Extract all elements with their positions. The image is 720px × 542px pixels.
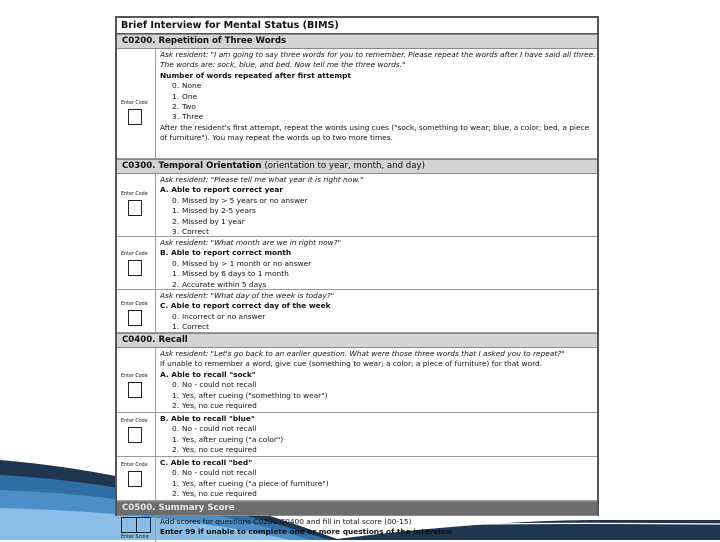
option: 3. Correct — [172, 227, 209, 236]
option: 2. Two — [172, 102, 196, 112]
c0300-b-question: B. Able to report correct month — [160, 248, 292, 258]
option: 1. Correct — [172, 322, 209, 332]
option: 2. Yes, no cue required — [172, 489, 257, 499]
c0400-b-code-box[interactable] — [128, 427, 142, 443]
c0300-a-code-column — [117, 174, 156, 236]
enter-code-label: Enter Code — [121, 252, 148, 257]
c0300-b-code-box[interactable] — [128, 260, 142, 276]
c0500-line-2: Enter 99 if unable to complete one or more questions of the interview — [160, 527, 453, 537]
c0300-a-code-box[interactable] — [128, 200, 142, 216]
c0200-ask-line-2: The words are: sock, blue, and bed. Now tell me the three words." — [160, 60, 406, 70]
c0400-b-question: B. Able to recall "blue" — [160, 414, 255, 423]
c0500-line-1: Add scores for questions C0200-C0400 and fill in total score (00-15) — [160, 517, 412, 526]
option: 0. No - could not recall — [172, 468, 257, 478]
c0200-content — [156, 49, 597, 158]
option: 0. Missed by > 1 month or no answer — [172, 258, 312, 268]
option: 1. Yes, after cueing ("something to wear") — [172, 390, 328, 400]
c0400-c-code-column — [117, 457, 156, 500]
enter-score-label: Enter Score — [121, 535, 149, 540]
c0400-b-row — [117, 413, 597, 457]
c0200-ask-line-1: Ask resident: "I am going to say three words for you to remember. Please repeat the words after I have said all three. — [160, 50, 596, 59]
c0400-a-row — [117, 348, 597, 413]
enter-code-label: Enter Code — [121, 302, 148, 307]
option: 1. One — [172, 91, 198, 101]
c0200-row — [117, 49, 597, 159]
c0300-b-code-column — [117, 237, 156, 289]
section-c0400-heading: C0400. Recall — [117, 333, 597, 348]
c0500-row — [117, 516, 597, 542]
enter-code-label: Enter Code — [121, 419, 148, 424]
c0400-c-content — [156, 457, 597, 500]
c0300-a-question: A. Able to report correct year — [160, 185, 284, 195]
option: 0. Incorrect or no answer — [172, 311, 266, 321]
c0300-c-ask: Ask resident: "What day of the week is today?" — [160, 291, 335, 300]
c0200-after-line-2: of furniture"). You may repeat the words up to two more times. — [160, 133, 393, 143]
option: 0. None — [172, 81, 202, 91]
c0300-a-ask: Ask resident: "Please tell me what year it is right now." — [160, 175, 364, 184]
section-c0500-heading: C0500. Summary Score — [117, 501, 597, 516]
c0300-a-content — [156, 174, 597, 236]
enter-code-label: Enter Code — [121, 463, 148, 468]
option: 2. Accurate within 5 days — [172, 279, 267, 289]
c0300-c-code-box[interactable] — [128, 310, 142, 326]
c0500-score-box[interactable] — [121, 517, 151, 533]
option: 1. Yes, after cueing ("a color") — [172, 434, 284, 444]
c0400-a-code-column — [117, 348, 156, 412]
c0300-b-content — [156, 237, 597, 289]
c0300-b-row — [117, 237, 597, 290]
bims-form — [115, 16, 599, 540]
c0400-ask-line-1: Ask resident: "Let's go back to an earlier question. What were those three words that I asked you to repeat?" — [160, 349, 565, 358]
c0200-question: Number of words repeated after first attempt — [160, 70, 351, 80]
c0500-score-column — [117, 516, 156, 542]
c0300-a-row — [117, 174, 597, 237]
enter-code-label: Enter Code — [121, 374, 148, 379]
c0400-c-row — [117, 457, 597, 501]
option: 1. Yes, after cueing ("a piece of furniture") — [172, 478, 329, 488]
c0300-c-row — [117, 290, 597, 333]
c0400-a-code-box[interactable] — [128, 382, 142, 398]
option: 2. Yes, no cue required — [172, 445, 257, 455]
c0400-a-question: A. Able to recall "sock" — [160, 369, 256, 379]
c0400-c-code-box[interactable] — [128, 471, 142, 487]
c0400-b-code-column — [117, 413, 156, 456]
c0400-a-content — [156, 348, 597, 412]
option: 1. Missed by 2-5 years — [172, 206, 256, 216]
option: 3. Three — [172, 112, 204, 122]
form-title: Brief Interview for Mental Status (BIMS) — [117, 18, 597, 34]
option: 1. Missed by 6 days to 1 month — [172, 269, 289, 279]
c0300-c-code-column — [117, 290, 156, 332]
c0500-content — [156, 516, 597, 542]
section-c0200-heading: C0200. Repetition of Three Words — [117, 34, 597, 49]
c0400-b-content — [156, 413, 597, 456]
c0200-code-box[interactable] — [128, 109, 142, 125]
option: 0. No - could not recall — [172, 424, 257, 434]
option: 2. Yes, no cue required — [172, 401, 257, 411]
c0300-b-ask: Ask resident: "What month are we in right now?" — [160, 238, 341, 247]
enter-code-label: Enter Code — [121, 192, 148, 197]
option: 2. Missed by 1 year — [172, 216, 245, 226]
c0200-after-line-1: After the resident's first attempt, repeat the words using cues ("sock, something to wear; blue, a color; bed, a piece — [160, 122, 590, 132]
option: 0. No - could not recall — [172, 380, 257, 390]
c0300-c-question: C. Able to report correct day of the week — [160, 301, 331, 311]
option: 0. Missed by > 5 years or no answer — [172, 195, 308, 205]
c0400-c-question: C. Able to recall "bed" — [160, 458, 253, 467]
section-c0300-heading: C0300. Temporal Orientation (orientation to year, month, and day) — [117, 159, 597, 174]
c0300-c-content — [156, 290, 597, 332]
enter-code-label: Enter Code — [121, 101, 148, 106]
c0200-code-column — [117, 49, 156, 158]
c0400-ask-line-2: If unable to remember a word, give cue (something to wear; a color; a piece of furniture) for that word. — [160, 359, 543, 369]
